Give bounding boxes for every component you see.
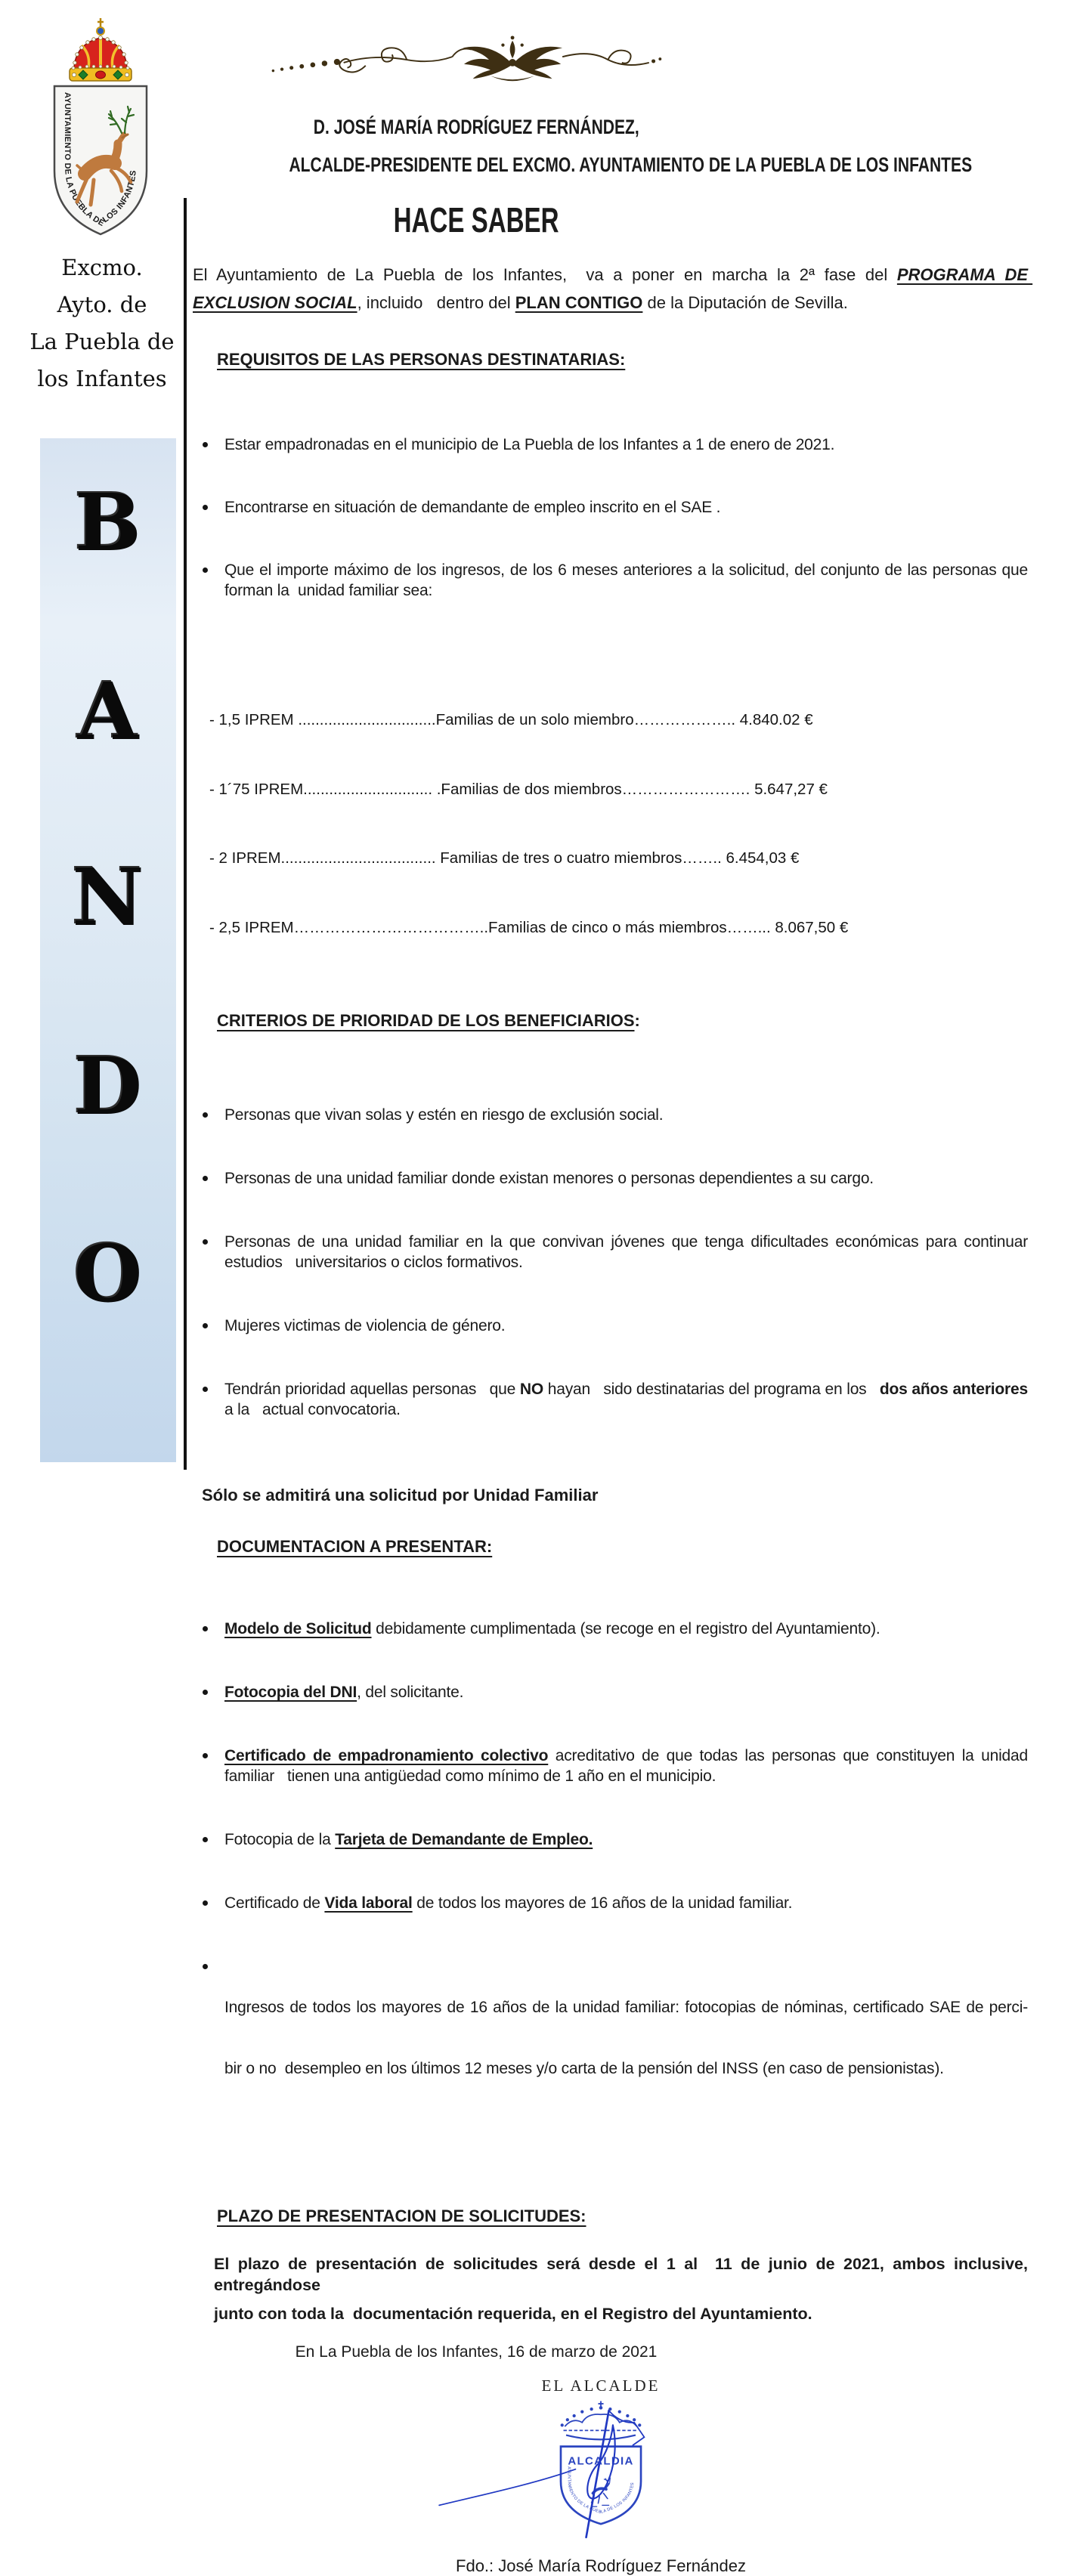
list-item: Certificado de Vida laboral de todos los mayores de 16 años de la unidad familiar.: [224, 1893, 1028, 1913]
criterios-heading: CRITERIOS DE PRIORIDAD DE LOS BENEFICIARIOS:: [217, 1011, 640, 1030]
iprem-row: - 1´75 IPREM.............................. .Familias de dos miembros……………………. 5.647,27 €: [209, 780, 828, 798]
ingresos-line-2: bir o no desempleo en los últimos 12 meses y/o carta de la pensión del INSS (en caso de pensionistas).: [224, 2060, 944, 2077]
stamp-ring-text: AYUNTAMIENTO DE LA PUEBLA DE LOS INFANTES: [566, 2466, 636, 2516]
iprem-row: - 2,5 IPREM………………………………..Familias de cinco o más miembros……... 8.067,50 €: [209, 918, 849, 936]
signed-by-line: Fdo.: José María Rodríguez Fernández: [456, 2556, 746, 2575]
stamp-crown-pearls: [561, 2406, 642, 2426]
main-content: [193, 0, 1033, 2576]
svg-text:AYUNTAMIENTO DE LA PUEBLA DE L: [567, 2466, 636, 2515]
list-item: Fotocopia del DNI, del solicitante.: [224, 1682, 1028, 1702]
org-line: Excmo.: [61, 255, 143, 280]
plazo-line-2: junto con toda la documentación requerida, en el Registro del Ayuntamiento.: [214, 2305, 812, 2323]
vertical-divider: [184, 198, 187, 1470]
crest-crown-icon: [70, 18, 132, 81]
list-item: Certificado de empadronamiento colectivo acreditativo de que todas las personas que constituyen la unidad familiar tienen una antigüedad como mínimo de 1 año en el municipio.: [224, 1747, 1032, 1785]
bando-letter: N: [72, 851, 144, 944]
stamp-title: ALCALDIA: [568, 2454, 634, 2468]
crest-shield: [54, 86, 147, 234]
org-line: Ayto. de: [57, 292, 147, 317]
org-line: La Puebla de: [29, 329, 175, 354]
list-item: Encontrarse en situación de demandante de empleo inscrito en el SAE .: [224, 497, 1028, 518]
bando-letter: A: [77, 665, 139, 758]
bando-letter: D: [73, 1040, 143, 1133]
list-item: [224, 1956, 1028, 2120]
plazo-heading: PLAZO DE PRESENTACION DE SOLICITUDES:: [217, 2206, 586, 2225]
bando-letter: O: [73, 1227, 143, 1320]
list-item: Personas de una unidad familiar en la que convivan jóvenes que tenga dificultades económicas para continuar estudios universitarios o ciclos formativos.: [224, 1233, 1032, 1271]
list-item: Mujeres victimas de violencia de género.: [224, 1316, 1028, 1336]
iprem-table: [209, 663, 1028, 985]
list-item: Personas de una unidad familiar donde existan menores o personas dependientes a su cargo.: [224, 1168, 1028, 1189]
list-item: Tendrán prioridad aquellas personas que NO hayan sido destinatarias del programa en los dos años anteriores a la actual convocatoria.: [224, 1381, 1032, 1418]
documentacion-list: [193, 1578, 1032, 2163]
list-item: Estar empadronadas en el municipio de La Puebla de los Infantes a 1 de enero de 2021.: [224, 434, 1028, 455]
iprem-row: - 2 IPREM.................................... Familias de tres o cuatro miembros…….. 6.454,03 €: [209, 849, 800, 867]
plan-name: PLAN CONTIGO: [515, 293, 643, 312]
hace-saber-heading: HACE SABER: [393, 200, 559, 240]
single-application-note: Sólo se admitirá una solicitud por Unidad Familiar: [202, 1486, 599, 1504]
documentacion-heading: DOCUMENTACION A PRESENTAR:: [217, 1537, 493, 1556]
iprem-row: - 1,5 IPREM ................................Familias de un solo miembro……………….. 4.840.02 €: [209, 711, 813, 728]
municipal-coat-of-arms: [38, 15, 166, 242]
plazo-line-1: El plazo de presentación de solicitudes será desde el 1 al 11 de junio de 2021, ambos inclusive, entregándose: [214, 2255, 1032, 2294]
intro-paragraph: El Ayuntamiento de La Puebla de los Infantes, va a poner en marcha la 2ª fase del PROGRAMA DE EXCLUSION SOCIAL, incluido dentro del PLAN CONTIGO de la Diputación de Sevilla.: [193, 265, 1033, 312]
program-name: PROGRAMA DE EXCLUSION SOCIAL: [193, 265, 1033, 312]
mayor-name-heading: D. JOSÉ MARÍA RODRÍGUEZ FERNÁNDEZ,: [313, 116, 639, 138]
ornament-flourish-icon: [257, 35, 669, 86]
list-item: Fotocopia de la Tarjeta de Demandante de Empleo.: [224, 1829, 1028, 1850]
requisitos-list: [193, 394, 1032, 643]
ingresos-line-1: Ingresos de todos los mayores de 16 años de la unidad familiar: fotocopias de nóminas, certificado SAE de perci-: [224, 1999, 1028, 2016]
list-item: Que el importe máximo de los ingresos, de los 6 meses anteriores a la solicitud, del conjunto de las personas que forman la unidad familiar sea:: [224, 561, 1032, 599]
bando-vertical-banner: [40, 438, 176, 1462]
crest-ring-text: AYUNTAMIENTO DE LA PUEBLA DE LOS INFANTES: [62, 92, 138, 229]
criterios-list: [193, 1064, 1032, 1463]
bando-letter: B: [75, 476, 141, 569]
mayor-title-heading: ALCALDE-PRESIDENTE DEL EXCMO. AYUNTAMIENTO DE LA PUEBLA DE LOS INFANTES: [289, 153, 973, 176]
stamp-and-signature: [193, 2398, 1009, 2546]
place-and-date: En La Puebla de los Infantes, 16 de marzo de 2021: [295, 2343, 658, 2361]
el-alcalde-label: EL ALCALDE: [541, 2377, 661, 2395]
org-name-block: [8, 249, 197, 397]
alcaldia-stamp-icon: [412, 2398, 790, 2542]
list-item: Modelo de Solicitud debidamente cumplimentada (se recoge en el registro del Ayuntamiento).: [224, 1619, 1028, 1639]
org-line: los Infantes: [37, 366, 167, 391]
list-item: Personas que vivan solas y estén en riesgo de exclusión social.: [224, 1105, 1028, 1125]
requisitos-heading: REQUISITOS DE LAS PERSONAS DESTINATARIAS:: [217, 350, 626, 369]
